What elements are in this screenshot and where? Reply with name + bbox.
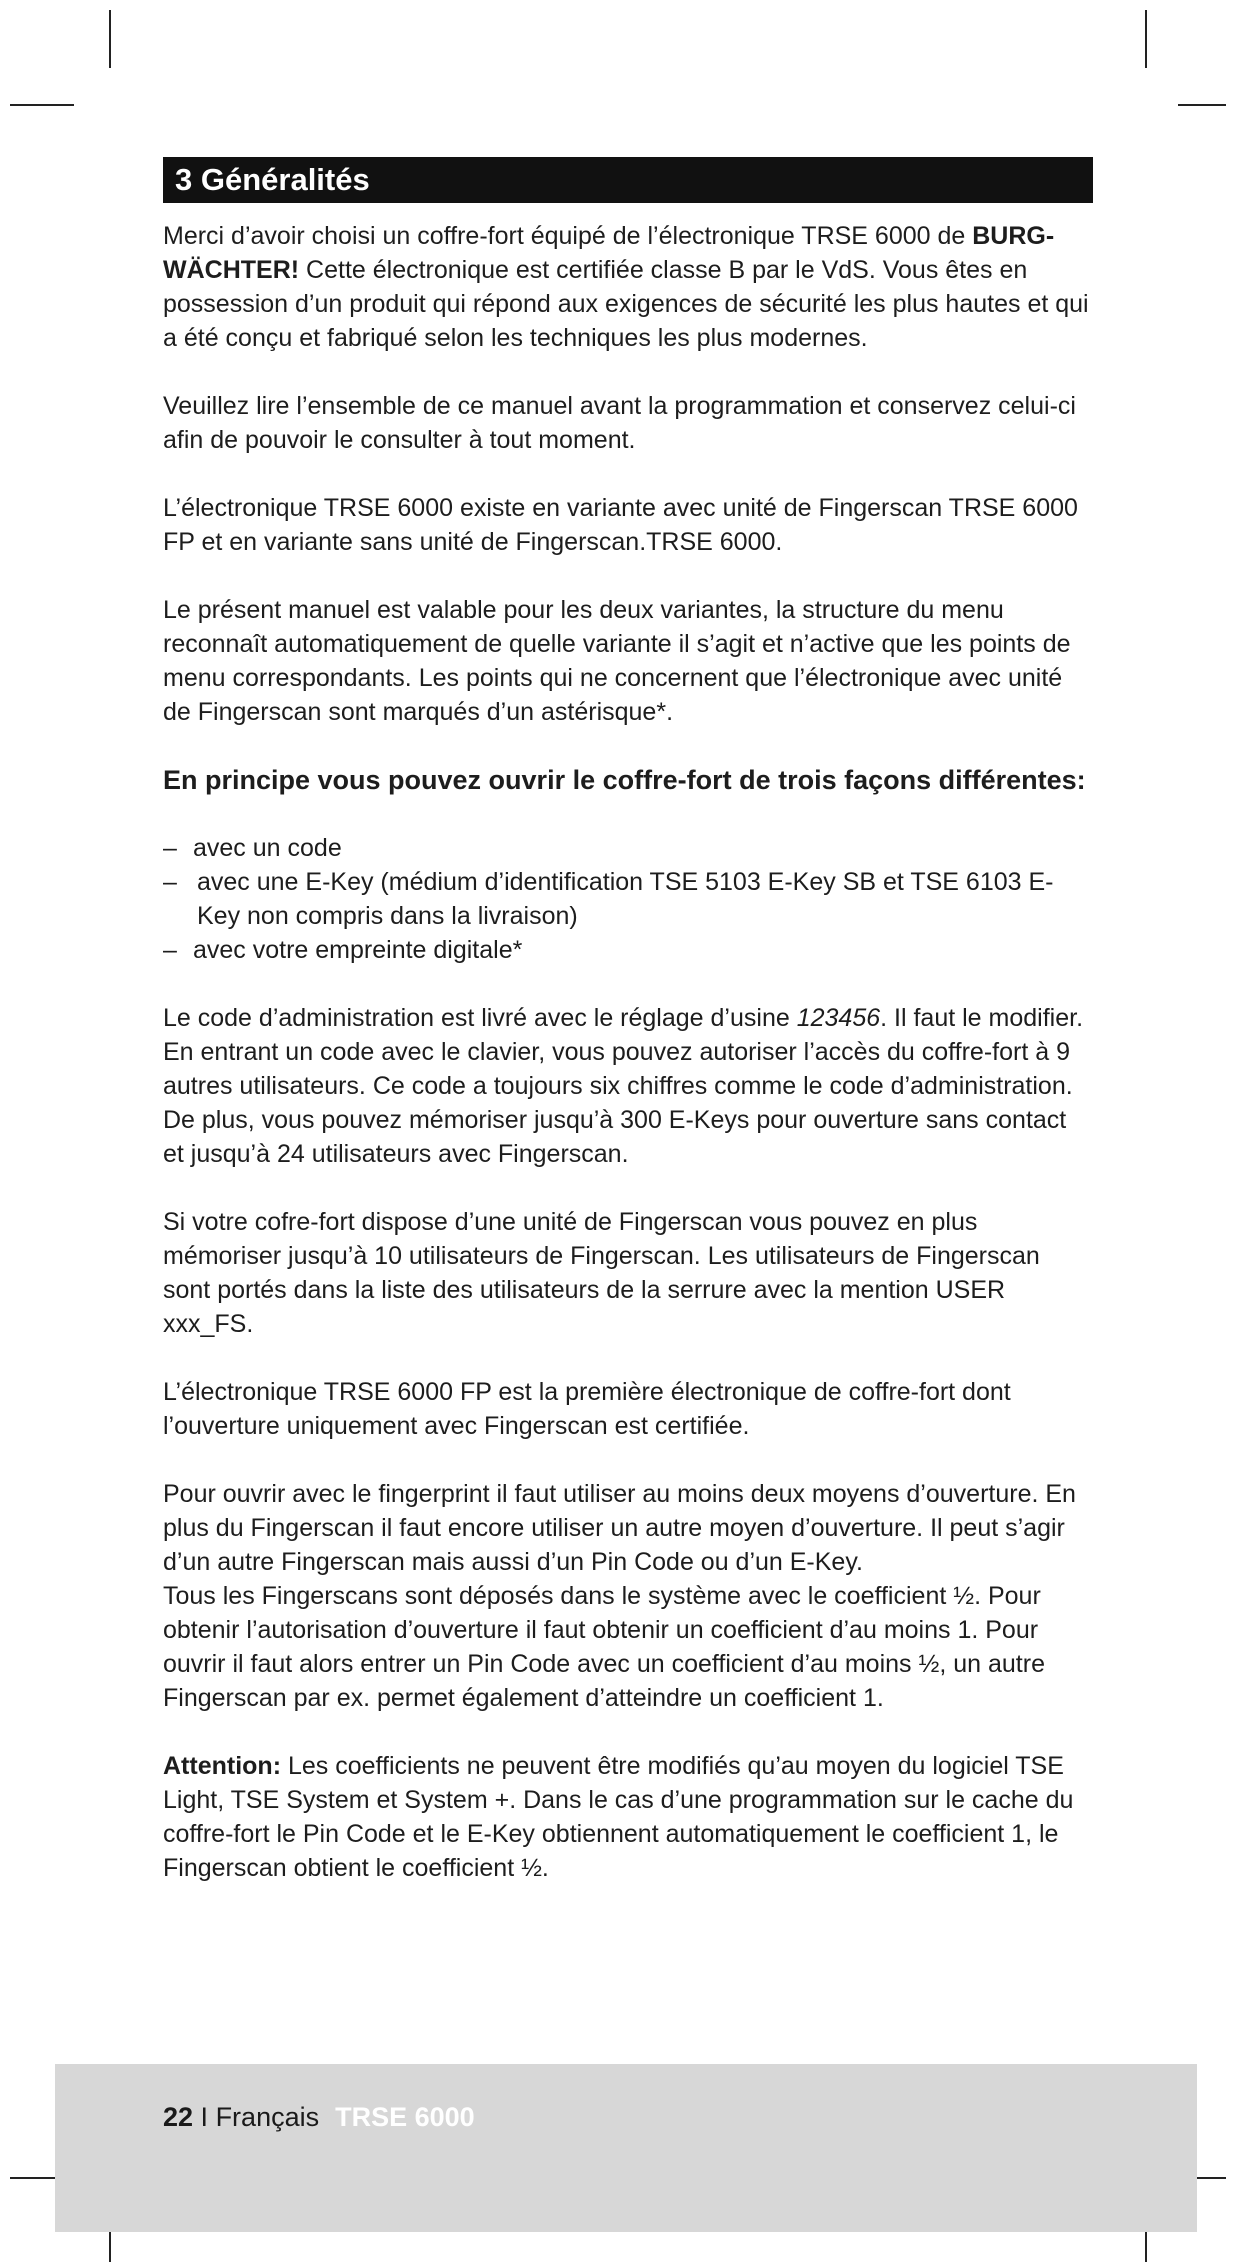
footer-text xyxy=(163,2102,475,2133)
attention-text: Les coefficients ne peuvent être modifiés qu’au moyen du logiciel TSE Light, TSE System et System +. Dans le cas d’une programmation sur le cache du coffre-fort le Pin Code et le E-Key obtiennent automatiquement le coefficient 1, le Fingerscan obtient le coefficient ½. xyxy=(163,1752,1074,1882)
fingerprint-paragraph: Pour ouvrir avec le fingerprint il faut utiliser au moins deux moyens d’ouverture. En plus du Fingerscan il faut encore utiliser un autre moyen d’ouverture. Il peut s’agir d’un autre Fingerscan mais aussi d’un Pin Code ou d’un E-Key. xyxy=(163,1480,1076,1576)
ekeys-paragraph: De plus, vous pouvez mémoriser jusqu’à 300 E-Keys pour ouverture sans contact et jusqu’à 24 utilisateurs avec Fingerscan. xyxy=(163,1106,1067,1168)
opening-methods-heading: En principe vous pouvez ouvrir le coffre-fort de trois façons différentes: xyxy=(163,765,1086,795)
fingerscan-users-paragraph: Si votre cofre-fort dispose d’une unité de Fingerscan vous pouvez en plus mémoriser jusqu’à 10 utilisateurs de Fingerscan. Les utilisateurs de Fingerscan sont portés dans la liste des utilisateurs de la serrure avec la mention USER xxx_FS. xyxy=(163,1208,1040,1338)
attention-label: Attention: xyxy=(163,1752,282,1780)
list-item: – avec votre empreinte digitale* xyxy=(163,933,1093,967)
crop-mark xyxy=(1178,104,1226,106)
admin-code-text-b: . Il faut le modifier. En entrant un code avec le clavier, vous pouvez autoriser l’accès du coffre-fort à 9 autres utilisateurs. Ce code a toujours six chiffres comme le code d’administration. xyxy=(163,1004,1084,1100)
admin-code-paragraph xyxy=(163,1001,1093,1103)
brand-name: BURG-WÄCHTER! xyxy=(163,222,1055,284)
crop-mark xyxy=(109,10,111,68)
footer-separator: I xyxy=(193,2102,216,2132)
list-item: – avec une E-Key (médium d’identification TSE 5103 E-Key SB et TSE 6103 E-Key non compris dans la livraison) xyxy=(163,865,1093,933)
footer-language: Français xyxy=(215,2102,320,2132)
page-content xyxy=(163,157,1093,1919)
attention-paragraph xyxy=(163,1749,1093,1885)
intro-text-b: Cette électronique est certifiée classe B par le VdS. Vous êtes en possession d’un produit qui répond aux exigences de sécurité les plus hautes et qui a été conçu et fabriqué selon les techniques les plus modernes. xyxy=(163,256,1089,352)
intro-paragraph xyxy=(163,219,1093,355)
read-manual-paragraph: Veuillez lire l’ensemble de ce manuel avant la programmation et conservez celui-ci afin de pouvoir le consulter à tout moment. xyxy=(163,392,1076,454)
crop-mark xyxy=(1145,10,1147,68)
factory-code: 123456 xyxy=(796,1004,881,1032)
coefficient-paragraph: Tous les Fingerscans sont déposés dans le système avec le coefficient ½. Pour obtenir l’autorisation d’ouverture il faut obtenir un coefficient d’au moins 1. Pour ouvrir il faut alors entrer un Pin Code avec un coefficient d’au moins ½, un autre Fingerscan par ex. permet également d’atteindre un coefficient 1. xyxy=(163,1582,1045,1712)
variants-paragraph: L’électronique TRSE 6000 existe en variante avec unité de Fingerscan TRSE 6000 FP et en variante sans unité de Fingerscan.TRSE 6000. xyxy=(163,494,1078,556)
admin-code-text-a: Le code d’administration est livré avec le réglage d’usine xyxy=(163,1004,797,1032)
page-footer xyxy=(55,2064,1197,2232)
section-heading: 3 Généralités xyxy=(163,157,1093,203)
crop-mark xyxy=(10,104,74,106)
manual-scope-paragraph: Le présent manuel est valable pour les deux variantes, la structure du menu reconnaît automatiquement de quelle variante il s’agit et n’active que les points de menu correspondants. Les points qui ne concernent que l’électronique avec unité de Fingerscan sont marqués d’un astérisque*. xyxy=(163,596,1071,726)
certification-paragraph: L’électronique TRSE 6000 FP est la première électronique de coffre-fort dont l’ouverture uniquement avec Fingerscan est certifiée. xyxy=(163,1378,1011,1440)
page-number: 22 xyxy=(163,2102,194,2132)
opening-methods-list xyxy=(163,831,1093,967)
intro-text-a: Merci d’avoir choisi un coffre-fort équipé de l’électronique TRSE 6000 de xyxy=(163,222,973,250)
list-item: – avec un code xyxy=(163,831,1093,865)
footer-model: TRSE 6000 xyxy=(335,2102,475,2132)
